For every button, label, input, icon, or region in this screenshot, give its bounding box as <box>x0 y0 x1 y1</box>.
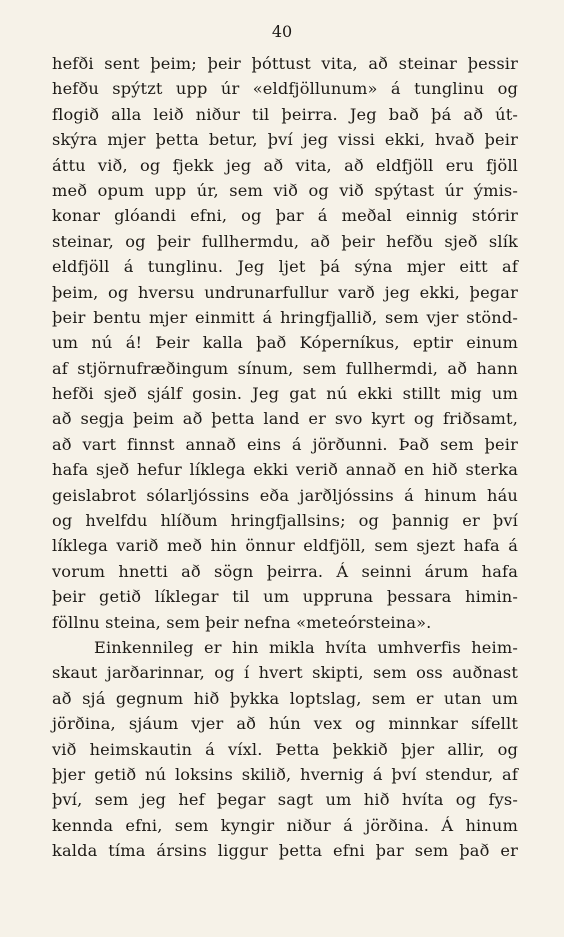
text-line: líklega varið með hin önnur eldfjöll, sem sjezt hafa á <box>52 536 518 556</box>
text-line: áttu við, og fjekk jeg að vita, að eldfjöll eru fjöll <box>52 155 518 175</box>
page-number: 40 <box>271 22 293 41</box>
text-line: flogið alla leið niður til þeirra. Jeg bað þá að út- <box>52 104 518 124</box>
text-line: að sjá gegnum hið þykka loptslag, sem er utan um <box>52 688 518 708</box>
text-line: Einkennileg er hin mikla hvíta umhverfis heim- <box>94 637 518 657</box>
text-line: skaut jarðarinnar, og í hvert skipti, sem oss auðnast <box>52 663 518 683</box>
text-line: konar glóandi efni, og þar á meðal einnig stórir <box>52 206 518 226</box>
text-line: vorum hnetti að sögn þeirra. Á seinni árum hafa <box>52 561 518 581</box>
text-line: steinar, og þeir fullhermdu, að þeir hefðu sjeð slík <box>52 231 518 251</box>
text-line: þjer getið nú loksins skilið, hvernig á því stendur, af <box>52 764 518 784</box>
text-line: að vart finnst annað eins á jörðunni. Það sem þeir <box>52 434 518 454</box>
text-line: með opum upp úr, sem við og við spýtast úr ýmis- <box>52 180 518 200</box>
text-line: hefðu spýtzt upp úr «eldfjöllunum» á tunglinu og <box>52 79 518 99</box>
text-line: þeir bentu mjer einmitt á hringfjallið, sem vjer stönd- <box>52 307 518 327</box>
text-line: að segja þeim að þetta land er svo kyrt og friðsamt, <box>52 409 518 429</box>
text-line: skýra mjer þetta betur, því jeg vissi ekki, hvað þeir <box>52 130 518 150</box>
text-line: hefði sjeð sjálf gosin. Jeg gat nú ekki stillt mig um <box>52 384 518 404</box>
text-line: við heimskautin á víxl. Þetta þekkið þjer allir, og <box>52 739 518 759</box>
text-line: um nú á! Þeir kalla það Kóperníkus, eptir einum <box>52 333 518 353</box>
text-line: kalda tíma ársins liggur þetta efni þar sem það er <box>52 841 518 861</box>
text-line: af stjörnufræðingum sínum, sem fullhermdi, að hann <box>52 358 518 378</box>
text-line: geislabrot sólarljóssins eða jarðljóssins á hinum háu <box>52 485 518 505</box>
text-line: kennda efni, sem kyngir niður á jörðina. Á hinum <box>52 815 518 835</box>
text-line: föllnu steina, sem þeir nefna «meteórsteina». <box>52 612 432 632</box>
body-text <box>52 51 518 864</box>
text-line: þeim, og hversu undrunarfullur varð jeg ekki, þegar <box>52 282 518 302</box>
text-line: og hvelfdu hlíðum hringfjallsins; og þannig er því <box>52 511 518 531</box>
text-line: eldfjöll á tunglinu. Jeg ljet þá sýna mjer eitt af <box>52 257 518 277</box>
text-line: jörðina, sjáum vjer að hún vex og minnkar sífellt <box>52 714 518 734</box>
text-line: þeir getið líklegar til um uppruna þessara himin- <box>52 587 518 607</box>
text-line: hefði sent þeim; þeir þóttust vita, að steinar þessir <box>52 54 518 73</box>
text-line: hafa sjeð hefur líklega ekki verið annað en hið sterka <box>52 460 518 480</box>
text-line: því, sem jeg hef þegar sagt um hið hvíta og fys- <box>52 790 518 810</box>
